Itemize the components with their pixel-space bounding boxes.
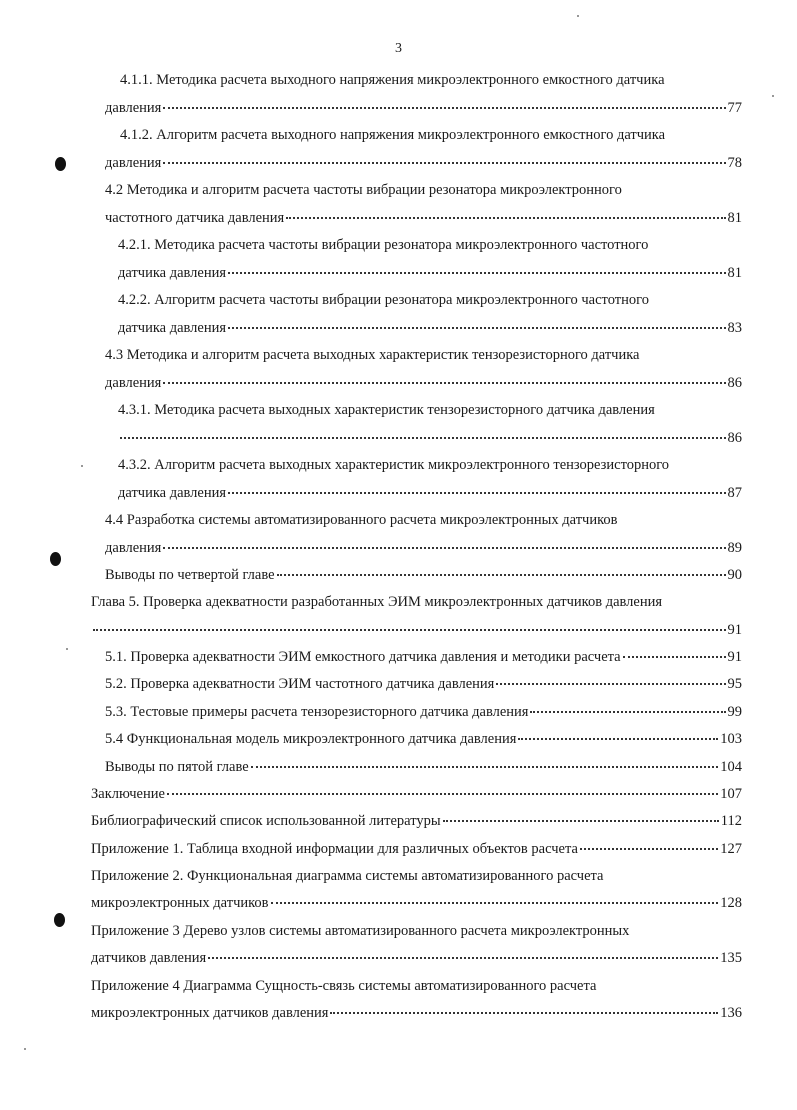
scan-speck bbox=[772, 95, 774, 97]
binder-hole-middle bbox=[50, 552, 61, 566]
toc-entry[interactable] bbox=[91, 784, 742, 804]
toc-page-number: 136 bbox=[720, 1005, 742, 1021]
toc-entry[interactable] bbox=[105, 674, 742, 694]
dot-leader bbox=[496, 683, 725, 685]
toc-entry[interactable] bbox=[118, 428, 742, 448]
toc-entry-text: 4.1.2. Алгоритм расчета выходного напряжения микроэлектронного емкостного датчика bbox=[120, 127, 666, 143]
toc-entry[interactable] bbox=[91, 620, 742, 640]
toc-entry-text: давления bbox=[105, 100, 162, 116]
toc-entry-text: Выводы по четвертой главе bbox=[105, 567, 275, 583]
scan-speck bbox=[81, 465, 83, 467]
toc-entry-text: 4.1.1. Методика расчета выходного напряжения микроэлектронного емкостного датчика bbox=[120, 72, 665, 88]
toc-entry-text: 4.3.1. Методика расчета выходных характеристик тензорезисторного датчика давления bbox=[118, 402, 655, 418]
dot-leader bbox=[286, 217, 725, 219]
toc-entry-text: микроэлектронных датчиков давления bbox=[91, 1005, 329, 1021]
toc-entry[interactable] bbox=[105, 565, 742, 585]
toc-entry-text: датчиков давления bbox=[91, 950, 207, 966]
toc-page-number: 78 bbox=[727, 155, 742, 171]
toc-page-number: 87 bbox=[727, 485, 742, 501]
toc-page-number: 107 bbox=[720, 786, 742, 802]
toc-entry[interactable] bbox=[91, 893, 742, 913]
toc-entry[interactable] bbox=[118, 483, 742, 503]
toc-entry-text: Глава 5. Проверка адекватности разработанных ЭИМ микроэлектронных датчиков давления bbox=[91, 594, 663, 610]
dot-leader bbox=[443, 820, 719, 822]
toc-page-number: 86 bbox=[727, 430, 742, 446]
toc-page-number: 128 bbox=[720, 895, 742, 911]
dot-leader bbox=[163, 107, 725, 109]
toc-entry[interactable] bbox=[118, 263, 742, 283]
toc-entry-text: 4.2.1. Методика расчета частоты вибрации резонатора микроэлектронного частотного bbox=[118, 237, 649, 253]
toc-page-number: 91 bbox=[727, 622, 742, 638]
toc-page-number: 91 bbox=[727, 649, 742, 665]
dot-leader bbox=[163, 382, 725, 384]
toc-entry[interactable] bbox=[118, 318, 742, 338]
toc-entry[interactable] bbox=[105, 647, 742, 667]
toc-entry-text: давления bbox=[105, 375, 162, 391]
dot-leader bbox=[277, 574, 726, 576]
toc-page-number: 89 bbox=[727, 540, 742, 556]
toc-entry-text: 5.4 Функциональная модель микроэлектронного датчика давления bbox=[105, 731, 517, 747]
dot-leader bbox=[167, 793, 718, 795]
toc-page-number: 104 bbox=[720, 759, 742, 775]
toc-page-number: 99 bbox=[727, 704, 742, 720]
toc-entry-text: 4.4 Разработка системы автоматизированного расчета микроэлектронных датчиков bbox=[105, 512, 618, 528]
dot-leader bbox=[120, 437, 726, 439]
toc-entry-text: 5.3. Тестовые примеры расчета тензорезисторного датчика давления bbox=[105, 704, 529, 720]
dot-leader bbox=[163, 162, 725, 164]
dot-leader bbox=[93, 629, 726, 631]
toc-entry-text: Приложение 3 Дерево узлов системы автоматизированного расчета микроэлектронных bbox=[91, 923, 630, 939]
dot-leader bbox=[163, 547, 725, 549]
toc-page-number: 127 bbox=[720, 841, 742, 857]
toc-entry[interactable] bbox=[91, 948, 742, 968]
toc-entry[interactable] bbox=[105, 757, 742, 777]
toc-entry-text: Приложение 1. Таблица входной информации для различных объектов расчета bbox=[91, 841, 578, 857]
toc-page-number: 135 bbox=[720, 950, 742, 966]
toc-entry-text: Приложение 2. Функциональная диаграмма системы автоматизированного расчета bbox=[91, 868, 604, 884]
toc-entry[interactable] bbox=[91, 1003, 742, 1023]
dot-leader bbox=[330, 1012, 718, 1014]
toc-entry[interactable] bbox=[91, 811, 742, 831]
toc-entry-text: Выводы по пятой главе bbox=[105, 759, 249, 775]
toc-entry[interactable] bbox=[105, 373, 742, 393]
toc-entry-text: 5.1. Проверка адекватности ЭИМ емкостного датчика давления и методики расчета bbox=[105, 649, 621, 665]
toc-entry-text: датчика давления bbox=[118, 485, 227, 501]
toc-page-number: 112 bbox=[720, 813, 742, 829]
scan-speck bbox=[24, 1048, 26, 1050]
toc-entry-text: микроэлектронных датчиков bbox=[91, 895, 269, 911]
toc-entry-text: Приложение 4 Диаграмма Сущность-связь системы автоматизированного расчета bbox=[91, 978, 597, 994]
toc-entry-text: датчика давления bbox=[118, 320, 227, 336]
dot-leader bbox=[530, 711, 725, 713]
toc-entry-text: давления bbox=[105, 540, 162, 556]
scan-speck bbox=[577, 15, 579, 17]
toc-entry[interactable] bbox=[105, 98, 742, 118]
dot-leader bbox=[580, 848, 718, 850]
toc-entry[interactable] bbox=[105, 702, 742, 722]
toc-page-number: 77 bbox=[727, 100, 742, 116]
dot-leader bbox=[518, 738, 718, 740]
binder-hole-top bbox=[55, 157, 66, 171]
dot-leader bbox=[623, 656, 726, 658]
toc-entry-text: Библиографический список использованной литературы bbox=[91, 813, 441, 829]
toc-page-number: 86 bbox=[727, 375, 742, 391]
toc-entry-text: Заключение bbox=[91, 786, 165, 802]
toc-entry-text: 4.3 Методика и алгоритм расчета выходных характеристик тензорезисторного датчика bbox=[105, 347, 640, 363]
toc-page-number: 81 bbox=[727, 265, 742, 281]
dot-leader bbox=[251, 766, 719, 768]
toc-entry-text: давления bbox=[105, 155, 162, 171]
page-number: 3 bbox=[395, 41, 402, 56]
toc-page-number: 81 bbox=[727, 210, 742, 226]
dot-leader bbox=[228, 272, 725, 274]
dot-leader bbox=[208, 957, 718, 959]
dot-leader bbox=[228, 327, 725, 329]
toc-entry[interactable] bbox=[105, 153, 742, 173]
toc-page-number: 103 bbox=[720, 731, 742, 747]
toc-entry-text: 4.3.2. Алгоритм расчета выходных характеристик микроэлектронного тензорезисторного bbox=[118, 457, 670, 473]
toc-entry-text: частотного датчика давления bbox=[105, 210, 285, 226]
toc-page-number: 90 bbox=[727, 567, 742, 583]
toc-entry-text: 4.2 Методика и алгоритм расчета частоты вибрации резонатора микроэлектронного bbox=[105, 182, 622, 198]
dot-leader bbox=[271, 902, 719, 904]
toc-entry-text: 5.2. Проверка адекватности ЭИМ частотного датчика давления bbox=[105, 676, 495, 692]
toc-page-number: 95 bbox=[727, 676, 742, 692]
scan-speck bbox=[66, 648, 68, 650]
toc-entry[interactable] bbox=[105, 538, 742, 558]
binder-hole-bottom bbox=[54, 913, 65, 927]
toc-entry-text: 4.2.2. Алгоритм расчета частоты вибрации резонатора микроэлектронного частотного bbox=[118, 292, 649, 308]
toc-entry[interactable] bbox=[91, 839, 742, 859]
toc-page-number: 83 bbox=[727, 320, 742, 336]
toc-entry[interactable] bbox=[105, 208, 742, 228]
toc-entry[interactable] bbox=[105, 729, 742, 749]
toc-entry-text: датчика давления bbox=[118, 265, 227, 281]
dot-leader bbox=[228, 492, 725, 494]
